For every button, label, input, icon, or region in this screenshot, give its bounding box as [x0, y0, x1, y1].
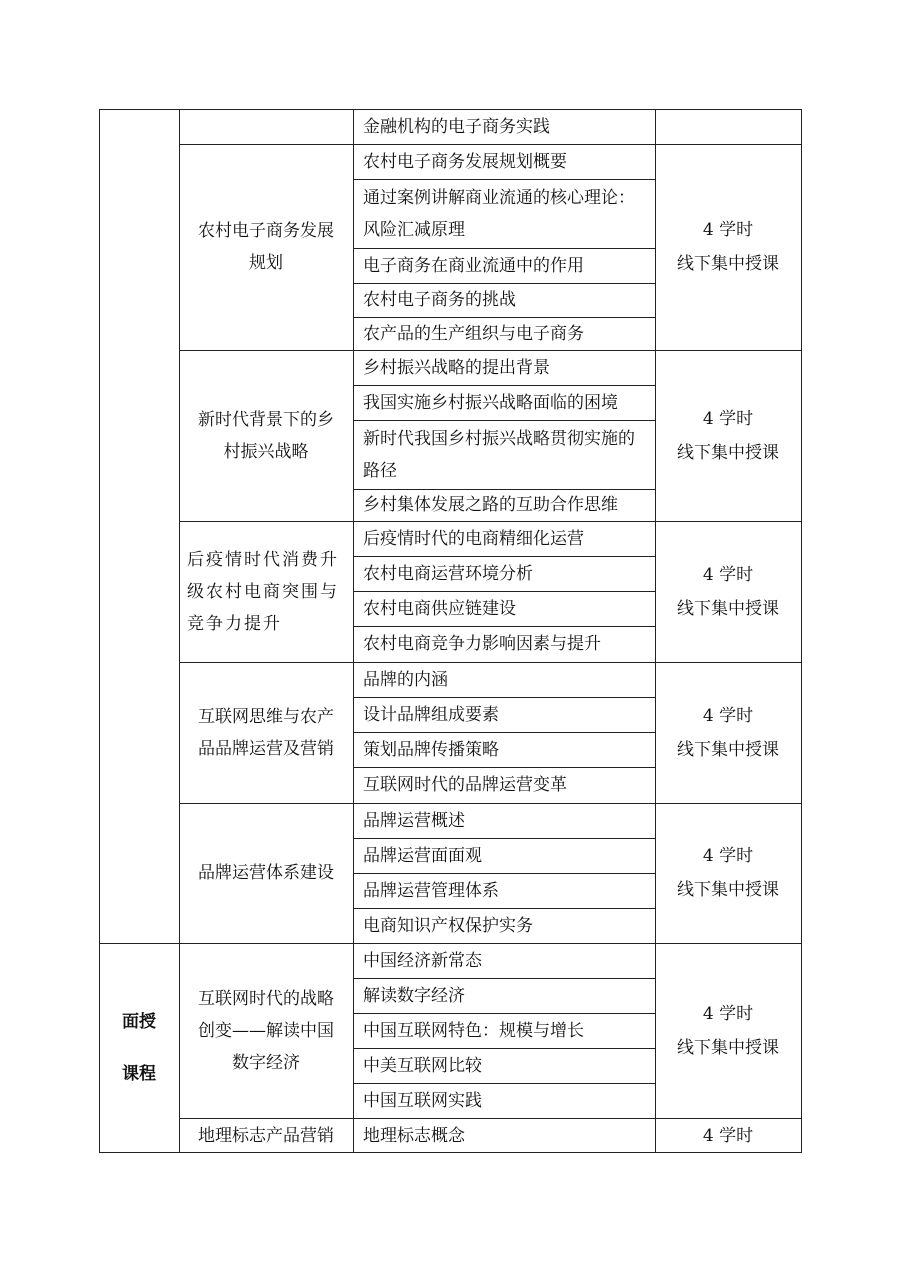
table-row	[353, 1013, 655, 1048]
hours-value: 4 学时	[702, 1125, 754, 1146]
row-divider	[353, 591, 655, 592]
hours-cell	[655, 109, 801, 144]
table-row	[353, 556, 655, 591]
topic-cell	[179, 144, 353, 350]
row-divider	[353, 873, 655, 874]
table-row	[353, 978, 655, 1013]
table-row	[353, 873, 655, 908]
item-text: 品牌运营概述	[363, 810, 465, 831]
row-divider	[353, 489, 655, 490]
row-divider	[353, 385, 655, 386]
topic-cell	[179, 350, 353, 521]
table-row	[353, 109, 655, 144]
row-divider	[353, 420, 655, 421]
category-label-line-1: 面授	[122, 1012, 156, 1032]
row-divider	[353, 283, 655, 284]
column-divider	[655, 109, 656, 1153]
table-border-right	[801, 109, 802, 1153]
item-text: 通过案例讲解商业流通的核心理论：风险汇减原理	[363, 187, 635, 240]
item-text: 设计品牌组成要素	[363, 704, 499, 725]
item-text: 中美互联网比较	[363, 1055, 482, 1076]
table-row	[353, 1118, 655, 1153]
row-divider	[353, 732, 655, 733]
topic-text: 后疫情时代消费升级农村电商突围与竞争力提升	[187, 549, 339, 634]
hours-value: 4 学时	[702, 408, 754, 429]
group-divider	[179, 1118, 801, 1119]
table-row	[353, 489, 655, 521]
topic-cell	[179, 109, 353, 144]
hours-cell	[655, 943, 801, 1118]
hours-cell	[655, 1118, 801, 1153]
delivery-mode: 线下集中授课	[677, 254, 779, 274]
table-row	[353, 283, 655, 317]
item-text: 策划品牌传播策略	[363, 739, 499, 760]
hours-value: 4 学时	[702, 846, 754, 866]
group-divider	[179, 803, 801, 804]
table-border-top	[99, 109, 802, 110]
table-row	[353, 803, 655, 838]
column-divider	[353, 109, 354, 1153]
table-row	[353, 317, 655, 350]
table-row	[353, 908, 655, 943]
item-text: 金融机构的电子商务实践	[363, 116, 550, 137]
topic-text: 地理标志产品营销	[198, 1125, 334, 1146]
group-divider	[179, 943, 801, 944]
topic-text: 互联网时代的战略创变——解读中国数字经济	[198, 988, 334, 1073]
table-row	[353, 591, 655, 626]
item-text: 品牌运营面面观	[363, 845, 482, 866]
item-text: 乡村集体发展之路的互助合作思维	[363, 495, 618, 515]
item-text: 中国互联网实践	[363, 1090, 482, 1111]
item-text: 解读数字经济	[363, 985, 465, 1006]
item-text: 电子商务在商业流通中的作用	[363, 255, 584, 276]
group-divider	[179, 144, 801, 145]
hours-value: 4 学时	[702, 220, 754, 240]
row-divider	[353, 908, 655, 909]
group-divider	[179, 350, 801, 351]
hours-cell	[655, 350, 801, 521]
topic-text: 品牌运营体系建设	[198, 863, 334, 883]
hours-cell	[655, 521, 801, 662]
category-divider	[99, 943, 179, 944]
table-row	[353, 626, 655, 662]
table-border-left	[99, 109, 100, 1153]
column-divider	[179, 109, 180, 1153]
row-divider	[353, 697, 655, 698]
topic-cell	[179, 943, 353, 1118]
row-divider	[353, 838, 655, 839]
item-text: 农村电商竞争力影响因素与提升	[363, 634, 601, 654]
delivery-mode: 线下集中授课	[677, 880, 779, 900]
topic-cell	[179, 662, 353, 803]
table-row	[353, 420, 655, 489]
table-row	[353, 732, 655, 767]
category-cell-face-to-face	[99, 943, 179, 1153]
row-divider	[353, 978, 655, 979]
delivery-mode: 线下集中授课	[677, 598, 779, 619]
item-text: 乡村振兴战略的提出背景	[363, 357, 550, 378]
topic-text: 互联网思维与农产品品牌运营及营销	[198, 706, 334, 759]
item-text: 品牌的内涵	[363, 669, 448, 690]
item-text: 农产品的生产组织与电子商务	[363, 323, 584, 344]
item-text: 地理标志概念	[363, 1125, 465, 1146]
row-divider	[353, 1083, 655, 1084]
table-border-bottom	[99, 1152, 802, 1153]
group-divider	[179, 521, 801, 522]
item-text: 中国互联网特色：规模与增长	[363, 1020, 584, 1041]
hours-value: 4 学时	[702, 564, 754, 585]
topic-text: 新时代背景下的乡村振兴战略	[198, 409, 334, 462]
table-row	[353, 144, 655, 179]
row-divider	[353, 248, 655, 249]
row-divider	[353, 1048, 655, 1049]
item-text: 电商知识产权保护实务	[363, 915, 533, 936]
item-text: 农村电子商务的挑战	[363, 290, 516, 310]
table-row	[353, 179, 655, 248]
row-divider	[353, 626, 655, 627]
row-divider	[353, 767, 655, 768]
item-text: 农村电子商务发展规划概要	[363, 151, 567, 172]
item-text: 品牌运营管理体系	[363, 880, 499, 901]
hours-cell	[655, 803, 801, 943]
delivery-mode: 线下集中授课	[677, 442, 779, 463]
table-row	[353, 767, 655, 803]
table-row	[353, 350, 655, 385]
table-row	[353, 838, 655, 873]
row-divider	[353, 317, 655, 318]
topic-text: 农村电子商务发展规划	[198, 221, 334, 273]
topic-cell	[179, 521, 353, 662]
table-row	[353, 1083, 655, 1118]
table-row	[353, 662, 655, 697]
item-text: 我国实施乡村振兴战略面临的困境	[363, 392, 618, 413]
item-text: 农村电商运营环境分析	[363, 563, 533, 584]
item-text: 中国经济新常态	[363, 950, 482, 971]
hours-cell	[655, 144, 801, 350]
row-divider	[353, 556, 655, 557]
row-divider	[353, 179, 655, 180]
group-divider	[179, 662, 801, 663]
table-row	[353, 1048, 655, 1083]
hours-value: 4 学时	[702, 705, 754, 726]
item-text: 互联网时代的品牌运营变革	[363, 775, 567, 795]
category-cell-continued	[99, 109, 179, 943]
item-text: 农村电商供应链建设	[363, 598, 516, 619]
delivery-mode: 线下集中授课	[677, 1037, 779, 1058]
item-text: 新时代我国乡村振兴战略贯彻实施的路径	[363, 428, 635, 481]
topic-cell	[179, 1118, 353, 1153]
hours-value: 4 学时	[702, 1003, 754, 1024]
item-text: 后疫情时代的电商精细化运营	[363, 528, 584, 549]
topic-cell	[179, 803, 353, 943]
table-row	[353, 697, 655, 732]
table-row	[353, 943, 655, 978]
table-row	[353, 521, 655, 556]
delivery-mode: 线下集中授课	[677, 739, 779, 760]
category-label-line-2: 课程	[122, 1064, 156, 1084]
table-row	[353, 385, 655, 420]
row-divider	[353, 1013, 655, 1014]
hours-cell	[655, 662, 801, 803]
table-row	[353, 248, 655, 283]
